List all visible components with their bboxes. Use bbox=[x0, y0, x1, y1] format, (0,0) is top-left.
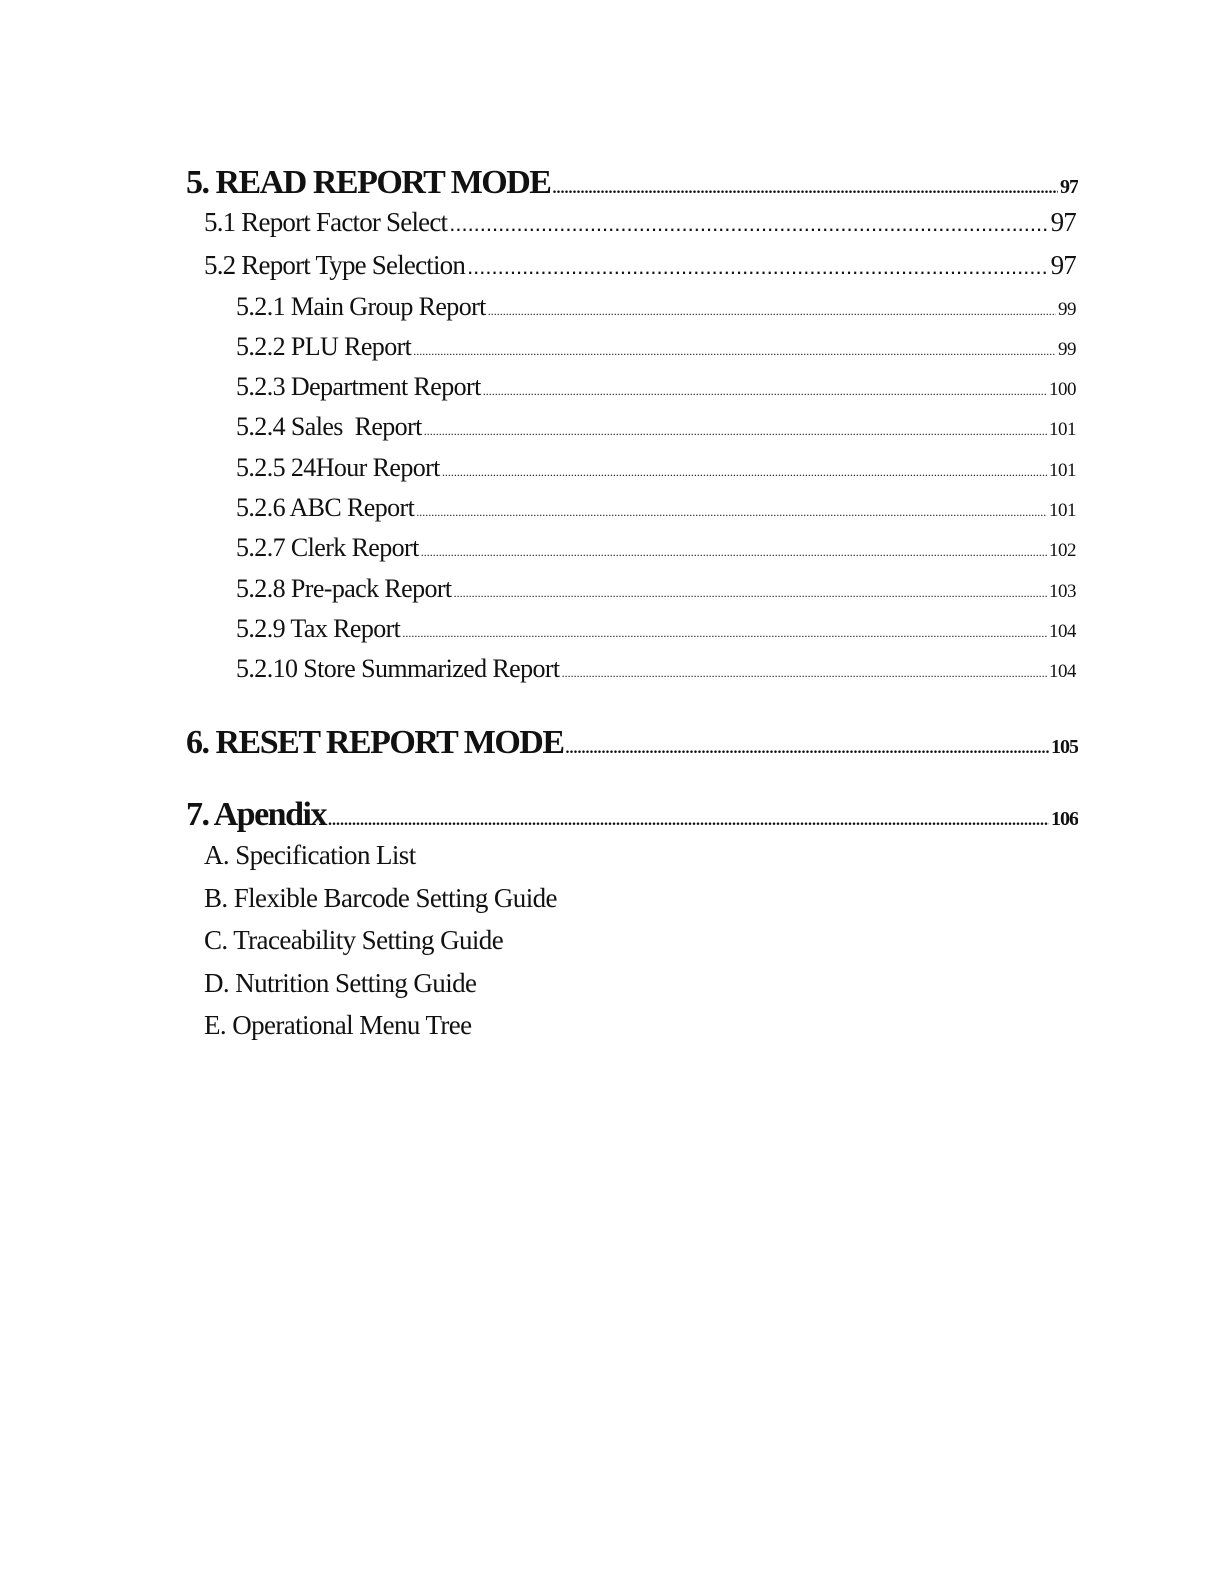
dot-leader bbox=[449, 211, 1048, 237]
toc-subsection-5-2-10[interactable] bbox=[236, 654, 1076, 684]
toc-chapter-6[interactable] bbox=[186, 724, 1078, 762]
toc-page-number: 97 bbox=[1060, 176, 1078, 198]
toc-section-5-2[interactable] bbox=[204, 250, 1076, 281]
toc-subsection-5-2-4[interactable] bbox=[236, 412, 1076, 442]
toc-section-5-1[interactable] bbox=[204, 207, 1076, 238]
toc-entry-label: 5.2.8 Pre-pack Report bbox=[236, 574, 452, 603]
appendix-item-b[interactable]: B. Flexible Barcode Setting Guide bbox=[204, 883, 557, 913]
dot-leader bbox=[483, 384, 1047, 399]
toc-page-number: 99 bbox=[1058, 339, 1076, 360]
toc-entry-label: 7. Apendix bbox=[186, 796, 326, 833]
appendix-item-e[interactable]: E. Operational Menu Tree bbox=[204, 1010, 472, 1040]
toc-entry-label: 5. READ REPORT MODE bbox=[186, 164, 551, 201]
appendix-item-d[interactable]: D. Nutrition Setting Guide bbox=[204, 968, 477, 998]
toc-entry-label: 6. RESET REPORT MODE bbox=[186, 724, 564, 761]
toc-subsection-5-2-5[interactable] bbox=[236, 453, 1076, 483]
dot-leader bbox=[566, 740, 1049, 758]
toc-page-number: 99 bbox=[1058, 299, 1076, 320]
toc-page-number: 101 bbox=[1049, 419, 1076, 440]
dot-leader bbox=[328, 812, 1049, 830]
toc-subsection-5-2-9[interactable] bbox=[236, 614, 1076, 644]
dot-leader bbox=[442, 465, 1047, 480]
dot-leader bbox=[552, 180, 1058, 198]
toc-page-number: 102 bbox=[1049, 540, 1076, 561]
toc-entry-label: 5.2 Report Type Selection bbox=[204, 250, 466, 280]
toc-subsection-5-2-2[interactable] bbox=[236, 332, 1076, 362]
toc-entry-label: 5.2.1 Main Group Report bbox=[236, 292, 486, 321]
dot-leader bbox=[413, 344, 1056, 359]
toc-entry-label: 5.2.5 24Hour Report bbox=[236, 453, 440, 482]
dot-leader bbox=[562, 666, 1047, 681]
toc-chapter-5[interactable] bbox=[186, 164, 1078, 202]
toc-subsection-5-2-6[interactable] bbox=[236, 493, 1076, 523]
toc-entry-label: 5.2.10 Store Summarized Report bbox=[236, 654, 560, 683]
toc-entry-label: 5.2.9 Tax Report bbox=[236, 614, 401, 643]
dot-leader bbox=[467, 254, 1049, 280]
toc-page-number: 100 bbox=[1049, 379, 1076, 400]
toc-subsection-5-2-3[interactable] bbox=[236, 372, 1076, 402]
dot-leader bbox=[454, 586, 1047, 601]
toc-page-number: 104 bbox=[1049, 661, 1076, 682]
toc-chapter-7[interactable] bbox=[186, 796, 1078, 834]
toc-page-number: 97 bbox=[1050, 250, 1076, 280]
toc-subsection-5-2-8[interactable] bbox=[236, 574, 1076, 604]
dot-leader bbox=[416, 505, 1047, 520]
toc-subsection-5-2-7[interactable] bbox=[236, 533, 1076, 563]
dot-leader bbox=[421, 545, 1047, 560]
toc-page-number: 106 bbox=[1051, 808, 1078, 830]
toc-page-number: 101 bbox=[1049, 460, 1076, 481]
toc-subsection-5-2-1[interactable] bbox=[236, 292, 1076, 322]
toc-entry-label: 5.2.3 Department Report bbox=[236, 372, 481, 401]
toc-page-number: 97 bbox=[1050, 207, 1076, 237]
dot-leader bbox=[424, 424, 1047, 439]
dot-leader bbox=[488, 304, 1056, 319]
toc-page-number: 104 bbox=[1049, 621, 1076, 642]
toc-page-number: 103 bbox=[1049, 581, 1076, 602]
toc-entry-label: 5.2.7 Clerk Report bbox=[236, 533, 419, 562]
toc-page-number: 101 bbox=[1049, 500, 1076, 521]
toc-entry-label: 5.1 Report Factor Select bbox=[204, 207, 448, 237]
appendix-item-a[interactable]: A. Specification List bbox=[204, 840, 416, 870]
toc-entry-label: 5.2.6 ABC Report bbox=[236, 493, 415, 522]
dot-leader bbox=[402, 626, 1047, 641]
appendix-item-c[interactable]: C. Traceability Setting Guide bbox=[204, 925, 504, 955]
toc-page-number: 105 bbox=[1051, 736, 1078, 758]
toc-entry-label: 5.2.2 PLU Report bbox=[236, 332, 412, 361]
toc-entry-label: 5.2.4 Sales Report bbox=[236, 412, 422, 441]
